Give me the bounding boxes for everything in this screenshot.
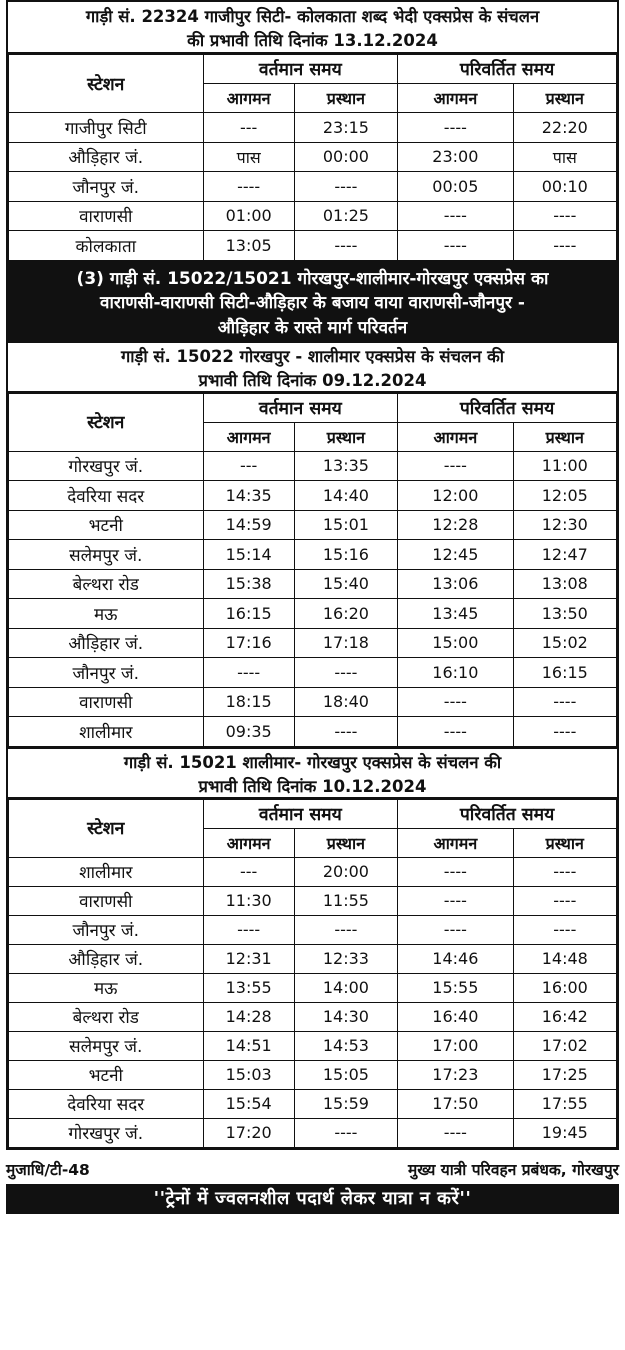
revised-arrival-cell: ---- [398,201,514,231]
table-row [9,915,617,944]
current-departure-cell: 11:55 [294,886,397,915]
section1-title [8,2,617,54]
revised-departure-cell: ---- [513,231,616,261]
section2-table [8,393,617,747]
station-cell: वाराणसी [9,886,204,915]
revised-departure-cell: 16:00 [513,973,616,1002]
section2-title-line2: प्रभावी तिथि दिनांक 09.12.2024 [198,370,427,390]
current-arrival-cell: 13:55 [203,973,294,1002]
table-row [9,687,617,717]
current-arrival-cell: --- [203,113,294,143]
reference-number: मुजाधि/टी-48 [6,1160,90,1179]
arrival-header: आगमन [203,828,294,857]
current-departure-cell: 16:20 [294,599,397,629]
issuing-authority: मुख्य यात्री परिवहन प्रबंधक, गोरखपुर [408,1160,619,1179]
table-row [9,231,617,261]
revised-arrival-cell: 12:00 [398,481,514,511]
arrival-header: आगमन [398,828,514,857]
revised-arrival-cell: 16:40 [398,1002,514,1031]
table-row [9,1089,617,1118]
station-cell: भटनी [9,510,204,540]
revised-arrival-cell: ---- [398,451,514,481]
banner-line3: औड़िहार के रास्ते मार्ग परिवर्तन [217,317,408,338]
table-row [9,540,617,570]
revised-time-header: परिवर्तित समय [398,393,617,422]
revised-arrival-cell: 14:46 [398,944,514,973]
revised-departure-cell: पास [513,142,616,172]
current-time-header: वर्तमान समय [203,799,398,828]
current-departure-cell: ---- [294,658,397,688]
station-header: स्टेशन [9,799,204,857]
station-cell: बेल्थरा रोड [9,1002,204,1031]
station-cell: वाराणसी [9,201,204,231]
current-departure-cell: 00:00 [294,142,397,172]
revised-time-header: परिवर्तित समय [398,55,617,84]
revised-arrival-cell: ---- [398,687,514,717]
current-departure-cell: 01:25 [294,201,397,231]
current-departure-cell: 17:18 [294,628,397,658]
current-arrival-cell: 12:31 [203,944,294,973]
banner-line2: वाराणसी-वाराणसी सिटी-औड़िहार के बजाय वाया वाराणसी-जौनपुर - [100,293,525,313]
current-arrival-cell: 01:00 [203,201,294,231]
current-arrival-cell: 16:15 [203,599,294,629]
departure-header: प्रस्थान [294,422,397,451]
revised-arrival-cell: 23:00 [398,142,514,172]
revised-departure-cell: 13:50 [513,599,616,629]
current-departure-cell: 15:05 [294,1060,397,1089]
train-22324-section [6,0,619,261]
station-cell: जौनपुर जं. [9,915,204,944]
current-departure-cell: 15:40 [294,569,397,599]
revised-departure-cell: 22:20 [513,113,616,143]
table-row [9,510,617,540]
current-departure-cell: 23:15 [294,113,397,143]
current-arrival-cell: --- [203,857,294,886]
station-cell: सलेमपुर जं. [9,540,204,570]
current-arrival-cell: 14:51 [203,1031,294,1060]
table-row [9,628,617,658]
revised-departure-cell: 12:30 [513,510,616,540]
revised-departure-cell: 15:02 [513,628,616,658]
current-departure-cell: 15:01 [294,510,397,540]
table-row [9,973,617,1002]
current-arrival-cell: 15:03 [203,1060,294,1089]
revised-arrival-cell: 13:06 [398,569,514,599]
table-row [9,658,617,688]
table-row [9,857,617,886]
arrival-header: आगमन [398,84,514,113]
table-row [9,944,617,973]
section3-title-line1: गाड़ी सं. 15021 शालीमार- गोरखपुर एक्सप्रेस के संचलन की [123,752,502,772]
station-cell: मऊ [9,599,204,629]
revised-departure-cell: ---- [513,886,616,915]
table-row [9,599,617,629]
current-arrival-cell: 13:05 [203,231,294,261]
table-row [9,201,617,231]
current-departure-cell: 14:00 [294,973,397,1002]
current-arrival-cell: 17:20 [203,1118,294,1147]
current-departure-cell: 13:35 [294,451,397,481]
current-departure-cell: ---- [294,717,397,747]
current-arrival-cell: 18:15 [203,687,294,717]
table-row [9,717,617,747]
station-cell: जौनपुर जं. [9,658,204,688]
revised-arrival-cell: 17:00 [398,1031,514,1060]
current-departure-cell: ---- [294,1118,397,1147]
section3-table [8,799,617,1148]
revised-departure-cell: 19:45 [513,1118,616,1147]
current-arrival-cell: 15:38 [203,569,294,599]
current-arrival-cell: 14:28 [203,1002,294,1031]
table-row [9,1060,617,1089]
revised-arrival-cell: 13:45 [398,599,514,629]
revised-departure-cell: 17:02 [513,1031,616,1060]
revised-arrival-cell: 15:00 [398,628,514,658]
safety-warning-banner: ''ट्रेनों में ज्वलनशील पदार्थ लेकर यात्रा न करें'' [6,1184,619,1214]
current-departure-cell: 14:40 [294,481,397,511]
current-time-header: वर्तमान समय [203,55,398,84]
station-header: स्टेशन [9,55,204,113]
train-15021-section [6,747,619,1150]
table-row [9,886,617,915]
departure-header: प्रस्थान [294,84,397,113]
station-cell: शालीमार [9,717,204,747]
revised-departure-cell: 12:47 [513,540,616,570]
revised-time-header: परिवर्तित समय [398,799,617,828]
revised-arrival-cell: ---- [398,113,514,143]
arrival-header: आगमन [203,84,294,113]
current-departure-cell: 14:30 [294,1002,397,1031]
revised-departure-cell: ---- [513,915,616,944]
revised-arrival-cell: 16:10 [398,658,514,688]
station-cell: भटनी [9,1060,204,1089]
revised-departure-cell: ---- [513,687,616,717]
revised-arrival-cell: 17:50 [398,1089,514,1118]
station-header: स्टेशन [9,393,204,451]
revised-departure-cell: 11:00 [513,451,616,481]
table-row [9,1118,617,1147]
station-cell: गाजीपुर सिटी [9,113,204,143]
departure-header: प्रस्थान [513,828,616,857]
station-cell: वाराणसी [9,687,204,717]
revised-arrival-cell: 17:23 [398,1060,514,1089]
notice-footer [6,1150,619,1184]
revised-arrival-cell: ---- [398,1118,514,1147]
table-row [9,1031,617,1060]
station-cell: सलेमपुर जं. [9,1031,204,1060]
current-arrival-cell: पास [203,142,294,172]
station-cell: औड़िहार जं. [9,142,204,172]
table-row [9,451,617,481]
timetable-notice [6,0,619,1214]
table-row [9,113,617,143]
current-arrival-cell: 11:30 [203,886,294,915]
table-row [9,172,617,202]
station-cell: औड़िहार जं. [9,944,204,973]
current-time-header: वर्तमान समय [203,393,398,422]
departure-header: प्रस्थान [294,828,397,857]
revised-departure-cell: 14:48 [513,944,616,973]
arrival-header: आगमन [398,422,514,451]
revised-arrival-cell: 12:28 [398,510,514,540]
station-cell: औड़िहार जं. [9,628,204,658]
revised-departure-cell: 17:25 [513,1060,616,1089]
current-departure-cell: ---- [294,172,397,202]
current-arrival-cell: 17:16 [203,628,294,658]
current-arrival-cell: 09:35 [203,717,294,747]
station-cell: कोलकाता [9,231,204,261]
current-departure-cell: 15:16 [294,540,397,570]
revised-arrival-cell: ---- [398,231,514,261]
current-departure-cell: 18:40 [294,687,397,717]
revised-arrival-cell: ---- [398,857,514,886]
table-row [9,142,617,172]
current-departure-cell: ---- [294,231,397,261]
revised-departure-cell: ---- [513,201,616,231]
table-row [9,569,617,599]
revised-departure-cell: 16:15 [513,658,616,688]
departure-header: प्रस्थान [513,84,616,113]
current-arrival-cell: ---- [203,915,294,944]
current-arrival-cell: 15:14 [203,540,294,570]
current-arrival-cell: 14:59 [203,510,294,540]
station-cell: बेल्थरा रोड [9,569,204,599]
section2-title-line1: गाड़ी सं. 15022 गोरखपुर - शालीमार एक्सप्रेस के संचलन की [120,346,505,366]
departure-header: प्रस्थान [513,422,616,451]
revised-departure-cell: ---- [513,857,616,886]
station-cell: जौनपुर जं. [9,172,204,202]
section3-title-line2: प्रभावी तिथि दिनांक 10.12.2024 [198,776,427,796]
current-arrival-cell: 14:35 [203,481,294,511]
station-cell: शालीमार [9,857,204,886]
station-cell: गोरखपुर जं. [9,451,204,481]
revised-arrival-cell: 12:45 [398,540,514,570]
section2-title [8,343,617,393]
current-departure-cell: 12:33 [294,944,397,973]
arrival-header: आगमन [203,422,294,451]
table-row [9,1002,617,1031]
revised-arrival-cell: 15:55 [398,973,514,1002]
current-departure-cell: 20:00 [294,857,397,886]
revised-arrival-cell: ---- [398,915,514,944]
section1-table [8,54,617,261]
station-cell: देवरिया सदर [9,1089,204,1118]
section3-title [8,749,617,799]
revised-departure-cell: 16:42 [513,1002,616,1031]
current-arrival-cell: ---- [203,172,294,202]
revised-departure-cell: ---- [513,717,616,747]
station-cell: गोरखपुर जं. [9,1118,204,1147]
table-row [9,481,617,511]
station-cell: देवरिया सदर [9,481,204,511]
section1-title-line1: गाड़ी सं. 22324 गाजीपुर सिटी- कोलकाता शब्द भेदी एक्सप्रेस के संचलन [85,7,540,26]
current-departure-cell: 15:59 [294,1089,397,1118]
current-arrival-cell: ---- [203,658,294,688]
revised-departure-cell: 12:05 [513,481,616,511]
revised-departure-cell: 17:55 [513,1089,616,1118]
revised-arrival-cell: ---- [398,886,514,915]
banner-line1: (3) गाड़ी सं. 15022/15021 गोरखपुर-शालीमार-गोरखपुर एक्सप्रेस का [76,268,549,289]
revised-arrival-cell: 00:05 [398,172,514,202]
section1-title-line2: की प्रभावी तिथि दिनांक 13.12.2024 [187,31,438,50]
route-diversion-banner [6,261,619,341]
current-departure-cell: ---- [294,915,397,944]
train-15022-section [6,341,619,747]
current-departure-cell: 14:53 [294,1031,397,1060]
station-cell: मऊ [9,973,204,1002]
current-arrival-cell: --- [203,451,294,481]
revised-departure-cell: 00:10 [513,172,616,202]
current-arrival-cell: 15:54 [203,1089,294,1118]
revised-arrival-cell: ---- [398,717,514,747]
revised-departure-cell: 13:08 [513,569,616,599]
